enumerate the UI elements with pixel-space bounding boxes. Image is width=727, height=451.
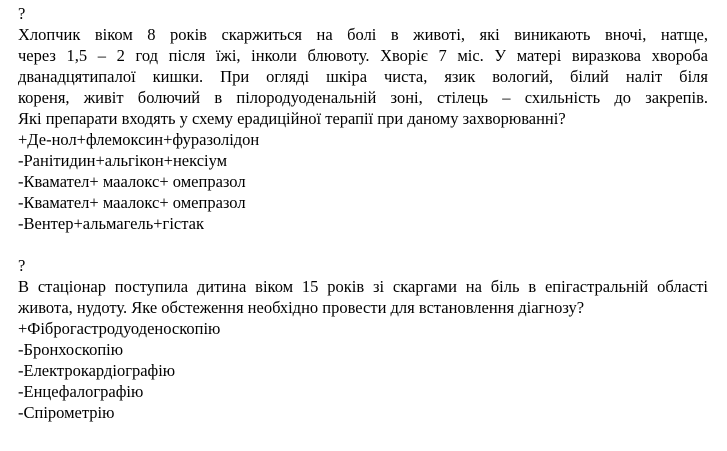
answer-option: +Фіброгастродуоденоскопію (18, 319, 221, 338)
question-text-line: В стаціонар поступила дитина віком 15 років зі скаргами на біль в епігастральній області (18, 277, 708, 296)
answer-option: -Електрокардіографію (18, 361, 176, 380)
answer-option: -Ранітидин+альгікон+нексіум (18, 151, 228, 170)
answer-option: -Спірометрію (18, 403, 115, 422)
answer-option: -Бронхоскопію (18, 340, 124, 359)
question-text-line: Які препарати входять у схему ерадиційної терапії при даному захворюванні? (18, 109, 566, 128)
question-text-line: через 1,5 – 2 год після їжі, інколи блювоту. Хворіє 7 міс. У матері виразкова хвороба (18, 46, 708, 65)
answer-option: -Вентер+альмагель+гістак (18, 214, 204, 233)
question-text-line: кореня, живіт болючий в пілородуоденальній зоні, стілець – схильність до закрепів. (18, 88, 708, 107)
answer-option: -Квамател+ маалокс+ омепразол (18, 172, 246, 191)
blank-line (18, 234, 708, 255)
question-1 (18, 3, 708, 234)
question-text-line: дванадцятипалої кишки. При огляді шкіра чиста, язик вологий, білий наліт біля (18, 67, 708, 86)
question-text-line: Хлопчик віком 8 років скаржиться на болі в животі, які виникають вночі, натще, (18, 25, 708, 44)
question-marker: ? (18, 4, 26, 23)
answer-option: -Енцефалографію (18, 382, 144, 401)
question-marker: ? (18, 256, 26, 275)
answer-option: -Квамател+ маалокс+ омепразол (18, 193, 246, 212)
question-2 (18, 255, 708, 423)
answer-option: +Де-нол+флемоксин+фуразолідон (18, 130, 260, 149)
question-text-line: живота, нудоту. Яке обстеження необхідно провести для встановлення діагнозу? (18, 298, 585, 317)
